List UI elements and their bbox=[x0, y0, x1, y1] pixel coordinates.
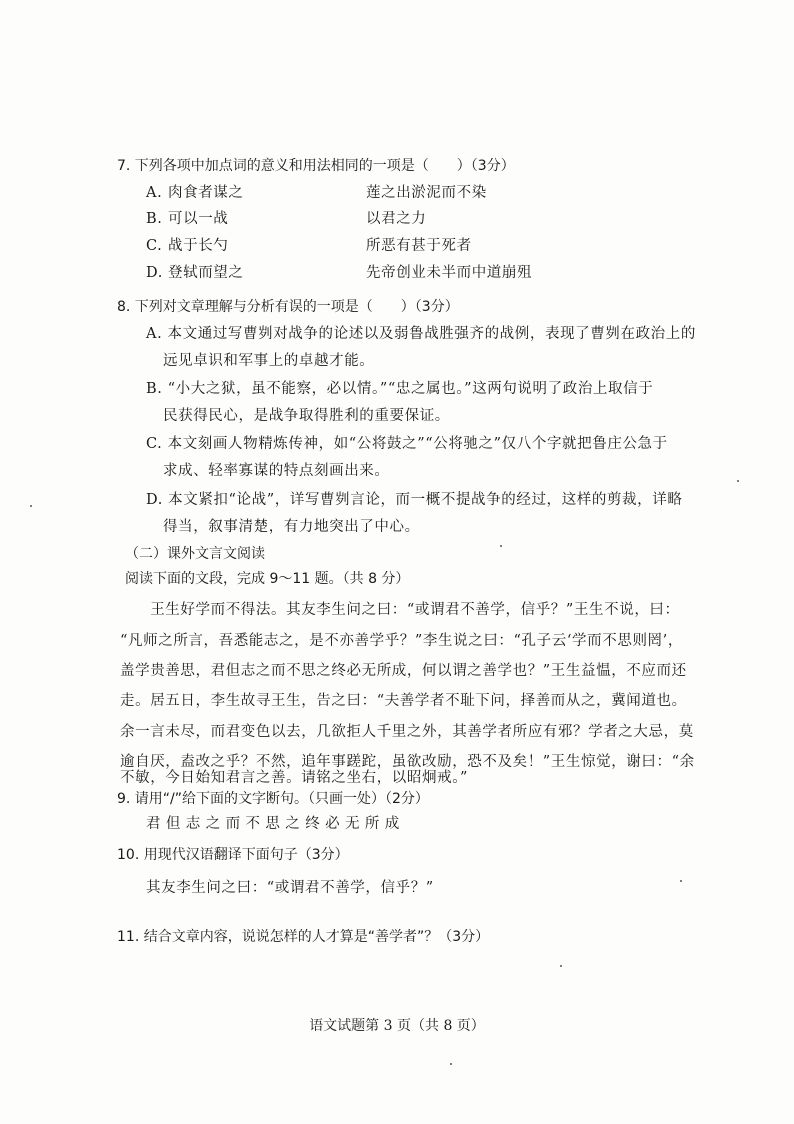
q10-stem: 10. 用现代汉语翻译下面句子（3分） bbox=[117, 847, 349, 863]
page-footer: 语文试题第 3 页（共 8 页） bbox=[309, 1018, 485, 1034]
q8-option-d-line2: 得当，叙事清楚，有力地突出了中心。 bbox=[163, 519, 420, 535]
q7-option-a bbox=[146, 183, 244, 203]
option-letter: B. bbox=[146, 211, 163, 227]
q8-option-d-line1: D. 本文紧扣“论战”，详写曹刿言论，而一概不提战争的经过，这样的剪裁，详略 bbox=[146, 492, 683, 508]
q7-b-right: 以君之力 bbox=[366, 211, 427, 227]
q8-option-b-line2: 民获得民心，是战争取得胜利的重要保证。 bbox=[163, 408, 450, 424]
scan-speck bbox=[737, 480, 739, 482]
scan-speck bbox=[450, 1063, 452, 1065]
option-letter: C. bbox=[146, 238, 163, 254]
option-letter: A. bbox=[146, 185, 163, 201]
q7-a-left: 肉食者谋之 bbox=[168, 185, 244, 201]
passage-line-3: 盖学贵善思，君但志之而不思之终必无所成，何以谓之善学也？”王生益愠，不应而还 bbox=[120, 663, 687, 679]
passage-line-2: “凡师之所言，吾悉能志之，是不亦善学乎？”李生说之曰：“孔子云‘学而不思则罔’， bbox=[120, 633, 683, 649]
scan-speck bbox=[30, 505, 32, 507]
q11-stem: 11. 结合文章内容，说说怎样的人才算是“善学者”？（3分） bbox=[117, 929, 490, 945]
passage-line-5: 余一言未尽，而君变色以去，几欲拒人千里之外，其善学者所应有邪？学者之大忌，莫 bbox=[120, 724, 694, 740]
section-instruction: 阅读下面的文段，完成 9～11 题。（共 8 分） bbox=[125, 571, 410, 587]
q8-option-a-line2: 远见卓识和军事上的卓越才能。 bbox=[163, 353, 375, 369]
q7-option-d bbox=[146, 263, 244, 283]
scan-speck bbox=[680, 880, 682, 882]
q10-text: 其友李生问之曰：“或谓君不善学，信乎？” bbox=[146, 880, 434, 896]
q7-c-left: 战于长勺 bbox=[168, 238, 229, 254]
q8-option-c-line1: C. 本文刻画人物精炼传神，如“公将鼓之”“公将驰之”仅八个字就把鲁庄公急于 bbox=[146, 436, 668, 452]
scan-speck bbox=[560, 965, 562, 967]
q7-a-right: 莲之出淤泥而不染 bbox=[366, 185, 487, 201]
passage-line-4: 走。居五日，李生故寻王生，告之曰：“夫善学者不耻下问，择善而从之，冀闻道也。 bbox=[120, 693, 687, 709]
q7-option-c bbox=[146, 236, 228, 256]
passage-line-7: 不敏，今日始知君言之善。请铭之坐右，以昭炯戒。” bbox=[120, 770, 469, 786]
q8-stem: 8. 下列对文章理解与分析有误的一项是（ ）（3分） bbox=[117, 299, 459, 315]
q7-c-right: 所恶有甚于死者 bbox=[366, 238, 472, 254]
passage-line-1: 王生好学而不得法。其友李生问之曰：“或谓君不善学，信乎？”王生不说，曰： bbox=[120, 602, 680, 618]
q8-option-c-line2: 求成、轻率寡谋的特点刻画出来。 bbox=[163, 463, 390, 479]
q7-d-right: 先帝创业未半而中道崩殂 bbox=[366, 265, 533, 281]
q7-stem: 7. 下列各项中加点词的意义和用法相同的一项是（ ）（3分） bbox=[117, 158, 515, 174]
option-letter: D. bbox=[146, 265, 163, 281]
q8-option-a-line1: A. 本文通过写曹刿对战争的论述以及弱鲁战胜强齐的战例，表现了曹刿在政治上的 bbox=[146, 326, 696, 342]
section-title: （二）课外文言文阅读 bbox=[125, 546, 265, 562]
q9-text: 君但志之而不思之终必无所成 bbox=[146, 816, 405, 832]
q8-option-b-line1: B. “小大之狱，虽不能察，必以情。”“忠之属也。”这两句说明了政治上取信于 bbox=[146, 381, 654, 397]
q9-stem: 9. 请用“/”给下面的文字断句。（只画一处）（2分） bbox=[117, 791, 429, 807]
q7-b-left: 可以一战 bbox=[168, 211, 229, 227]
q7-option-b bbox=[146, 209, 228, 229]
passage-line-6: 逾自厌，盍改之乎？不然，追年事蹉跎，虽欲改励，恐不及矣！”王生惊觉，谢曰：“余 bbox=[120, 754, 695, 770]
q7-d-left: 登轼而望之 bbox=[168, 265, 244, 281]
scan-speck bbox=[500, 545, 502, 547]
